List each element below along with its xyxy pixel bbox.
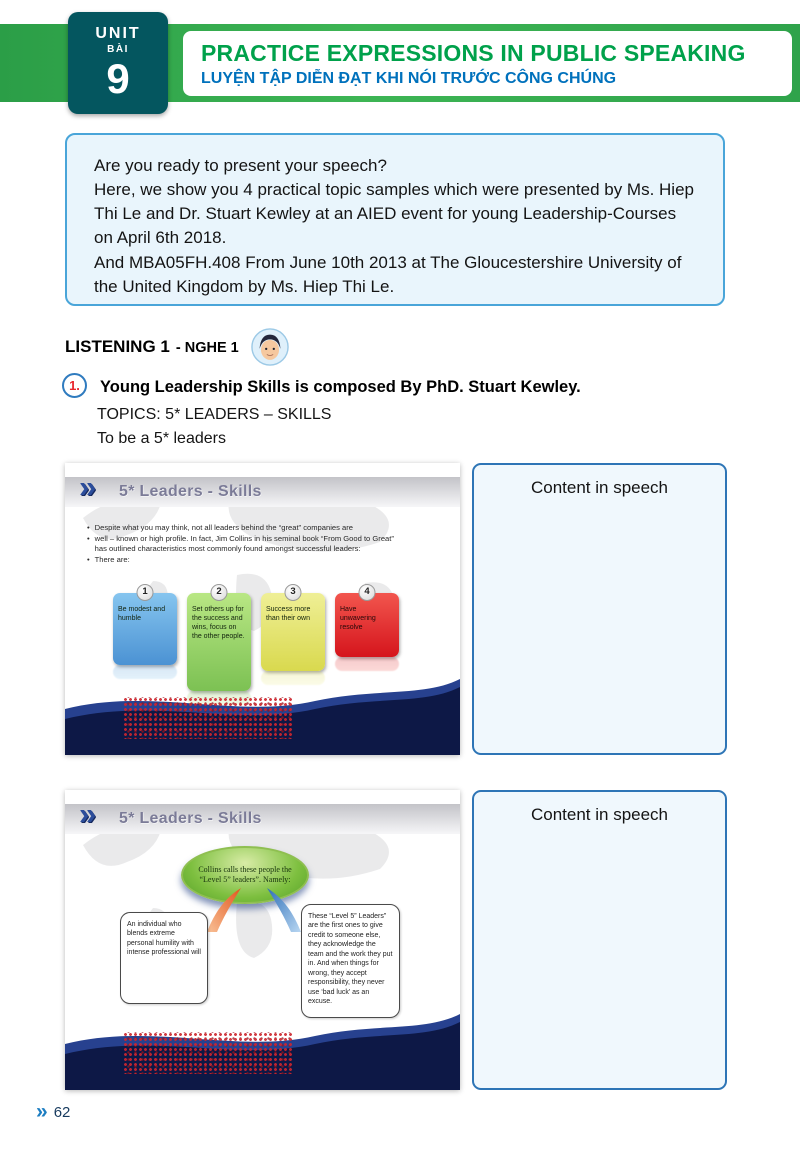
arrow-orange-icon [205,886,245,934]
slide-bullet: • There are: [87,555,407,566]
header-title-panel [183,31,792,96]
page-subtitle: LUYỆN TẬP DIỄN ĐẠT KHI NÓI TRƯỚC CÔNG CHÚNG [201,69,617,87]
leader-card-3 [261,586,325,671]
item-topics-sub: To be a 5* leaders [97,430,226,447]
pixel-dots-pattern [123,1032,293,1074]
slide-chevron-icon: » [79,796,97,831]
card-number-badge: 4 [359,584,376,601]
slide-bullet: • well – known or high profile. In fact, Jim Collins in his seminal book “From Good to Great” has outlined characteristics most commonly found amongst successful leaders: [87,534,407,555]
callout-box-right [301,904,400,1018]
callout-left-text: An individual who blends extreme personal humility with intense professional will [127,921,201,957]
listening-subtitle: - NGHE 1 [175,340,239,356]
listening-title: LISTENING 1 [65,337,170,356]
content-in-speech-box-2 [472,790,727,1090]
card-number-badge: 2 [211,584,228,601]
slide-2 [65,790,460,1090]
page-title: PRACTICE EXPRESSIONS IN PUBLIC SPEAKING [201,39,746,66]
slide-chevron-icon: » [79,469,97,504]
page-number: 62 [53,1104,71,1121]
content-box-label: Content in speech [530,478,669,497]
content-in-speech-box-1 [472,463,727,755]
intro-box [65,133,725,306]
card-number-badge: 3 [285,584,302,601]
card-text: Have unwavering resolve [340,606,376,632]
listening-heading [65,328,289,366]
unit-badge [68,12,168,114]
item-title: Young Leadership Skills is composed By PhD. Stuart Kewley. [100,378,581,396]
slide-title: 5* Leaders - Skills [119,810,262,827]
listener-avatar-icon [251,328,289,366]
callout-box-left [120,912,208,1004]
page-chevron-icon: » [36,1100,48,1123]
ellipse-text: Collins calls these people the “Level 5” leaders”. Namely: [198,864,292,884]
unit-number: 9 [106,55,130,102]
unit-label: UNIT [95,25,141,42]
content-box-label: Content in speech [530,805,669,824]
card-text: Success more than their own [266,606,311,623]
arrow-blue-icon [263,886,303,934]
pixel-dots-pattern [123,697,293,739]
callout-right-text: These “Level 5” Leaders” are the first ones to give credit to someone else, they acknowledge the team and the work they put in. And when things for wrong, they accept responsibility, they never use ‘bad luck’ as an excuse. [308,913,393,1005]
card-number-badge: 1 [137,584,154,601]
item-topics: TOPICS: 5* LEADERS – SKILLS [97,406,332,423]
intro-line-3: And MBA05FH.408 From June 10th 2013 at The Gloucestershire University of the United Kingdom by Ms. Hiep Thi Le. [94,252,682,296]
item-number-badge: 1. [62,373,87,398]
slide-bullet: • Despite what you may think, not all leaders behind the “great” companies are [87,523,407,534]
page-footer [36,1101,70,1122]
leader-card-4 [335,586,399,657]
card-text: Be modest and humble [118,606,166,623]
slide-title: 5* Leaders - Skills [119,483,262,500]
card-text: Set others up for the success and wins, focus on the other people. [192,606,245,641]
slide-1 [65,463,460,755]
slide-bullets [87,523,407,566]
leader-card-1 [113,586,177,665]
intro-line-1: Are you ready to present your speech? [94,156,387,175]
intro-line-2: Here, we show you 4 practical topic samples which were presented by Ms. Hiep Thi Le and Dr. Stuart Kewley at an AIED event for young Leadership-Courses on April 6th 2018. [94,180,694,248]
unit-sublabel: BÀI [107,44,129,55]
